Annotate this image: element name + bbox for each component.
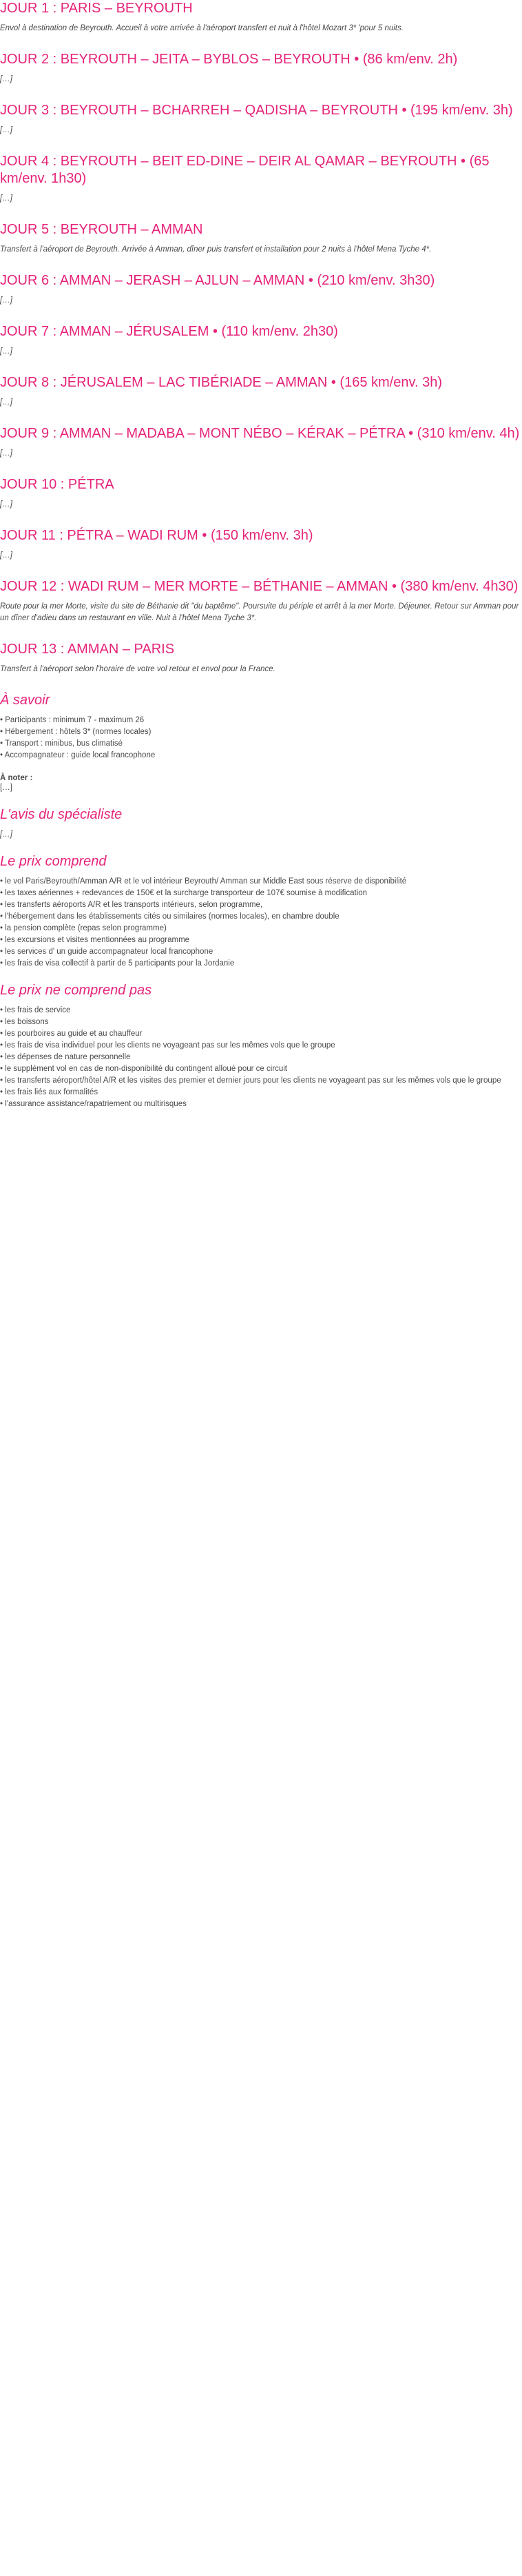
day-4 <box>0 153 522 205</box>
list-item: • les transferts aéroports A/R et les transports intérieurs, selon programme, <box>0 901 263 909</box>
list-item: • Accompagnateur : guide local francophone <box>0 751 156 759</box>
day-title: JOUR 3 : BEYROUTH – BCHARREH – QADISHA – BEYROUTH • (195 km/env. 3h) <box>0 103 513 118</box>
day-title: JOUR 4 : BEYROUTH – BEIT ED-DINE – DEIR AL QAMAR – BEYROUTH • (65 km/env. 1h30) <box>0 154 490 186</box>
day-description: […] <box>0 296 12 305</box>
prix-comprend-list <box>0 876 522 970</box>
list-item: • les boissons <box>0 1018 49 1026</box>
list-item: • le vol Paris/Beyrouth/Amman A/R et le vol intérieur Beyrouth/ Amman sur Middle East sous réserve de disponibilité <box>0 877 407 886</box>
day-description: Envol à destination de Beyrouth. Accueil à votre arrivée à l'aéroport transfert et nuit à l'hôtel Mozart 3* 'pour 5 nuits. <box>0 24 404 32</box>
day-11 <box>0 527 522 562</box>
list-item: • la pension complète (repas selon programme) <box>0 924 167 932</box>
day-10 <box>0 476 522 511</box>
day-title: JOUR 2 : BEYROUTH – JEITA – BYBLOS – BEYROUTH • (86 km/env. 2h) <box>0 52 458 67</box>
day-2 <box>0 51 522 85</box>
note-text: […] <box>0 784 12 792</box>
list-item: • les frais liés aux formalités <box>0 1088 98 1096</box>
savoir-section <box>0 692 522 794</box>
day-7 <box>0 323 522 358</box>
list-item: • l'hébergement dans les établissements cités ou similaires (normes locales), en chambre double <box>0 912 340 921</box>
list-item: • les pourboires au guide et au chauffeur <box>0 1030 143 1038</box>
day-description: Transfert à l'aéroport de Beyrouth. Arrivée à Amman, dîner puis transfert et installation pour 2 nuits à l'hôtel Mena Tyche 4*. <box>0 245 432 254</box>
prix-non-comprend-list <box>0 1005 522 1110</box>
list-item: • les excursions et visites mentionnées au programme <box>0 936 190 944</box>
list-item: • les frais de visa individuel pour les clients ne voyageant pas sur les mêmes vols que le groupe <box>0 1041 335 1050</box>
day-title: JOUR 9 : AMMAN – MADABA – MONT NÉBO – KÉRAK – PÉTRA • (310 km/env. 4h) <box>0 426 520 441</box>
list-item: • les taxes aériennes + redevances de 150€ et la surcharge transporteur de 107€ soumise à modification <box>0 889 368 897</box>
day-title: JOUR 7 : AMMAN – JÉRUSALEM • (110 km/env. 2h30) <box>0 324 338 339</box>
prix-comprend-section <box>0 853 522 970</box>
day-3 <box>0 102 522 136</box>
prix-non-comprend-section <box>0 982 522 1110</box>
section-title: Le prix ne comprend pas <box>0 983 152 998</box>
day-description: […] <box>0 551 12 560</box>
day-12 <box>0 578 522 624</box>
list-item: • les frais de visa collectif à partir de 5 participants pour la Jordanie <box>0 959 235 968</box>
day-9 <box>0 425 522 460</box>
day-6 <box>0 272 522 307</box>
list-item: • les transferts aéroport/hôtel A/R et les visites des premier et dernier jours pour les clients ne voyageant pas sur les mêmes vols que le groupe <box>0 1076 501 1085</box>
day-description: […] <box>0 194 12 203</box>
savoir-list <box>0 715 522 761</box>
day-title: JOUR 12 : WADI RUM – MER MORTE – BÉTHANIE – AMMAN • (380 km/env. 4h30) <box>0 579 519 594</box>
day-title: JOUR 6 : AMMAN – JERASH – AJLUN – AMMAN • (210 km/env. 3h30) <box>0 273 435 288</box>
list-item: • les services d' un guide accompagnateur local francophone <box>0 948 213 956</box>
list-item: • les frais de service <box>0 1006 71 1014</box>
avis-section <box>0 806 522 841</box>
day-title: JOUR 1 : PARIS – BEYROUTH <box>0 1 193 16</box>
list-item: • Participants : minimum 7 - maximum 26 <box>0 716 145 724</box>
day-title: JOUR 8 : JÉRUSALEM – LAC TIBÉRIADE – AMMAN • (165 km/env. 3h) <box>0 375 443 390</box>
day-description: […] <box>0 126 12 134</box>
avis-text: […] <box>0 830 12 839</box>
day-title: JOUR 11 : PÉTRA – WADI RUM • (150 km/env. 3h) <box>0 528 313 543</box>
section-title: L'avis du spécialiste <box>0 807 123 822</box>
day-title: JOUR 10 : PÉTRA <box>0 477 114 492</box>
list-item: • le supplément vol en cas de non-disponibilité du contingent alloué pour ce circuit <box>0 1065 288 1073</box>
day-description: […] <box>0 500 12 509</box>
section-title: À savoir <box>0 693 50 708</box>
day-title: JOUR 13 : AMMAN – PARIS <box>0 642 175 657</box>
day-description: Transfert à l'aéroport selon l'horaire de votre vol retour et envol pour la France. <box>0 665 275 673</box>
list-item: • Hébergement : hôtels 3* (normes locales) <box>0 728 152 736</box>
itinerary-page <box>0 0 522 1110</box>
day-description: […] <box>0 398 12 407</box>
day-description: […] <box>0 75 12 83</box>
day-description: […] <box>0 347 12 356</box>
section-title: Le prix comprend <box>0 854 107 869</box>
day-description: Route pour la mer Morte, visite du site de Béthanie dit "du baptême". Poursuite du périple et arrêt à la mer Morte. Déjeuner. Retour sur Amman pour un dîner d'adieu dans un restaurant en ville. Nuit à l'hôtel Mena Tyche 3*. <box>0 602 519 622</box>
day-1 <box>0 0 522 34</box>
list-item: • les dépenses de nature personnelle <box>0 1053 131 1061</box>
note-label: À noter : <box>0 774 33 782</box>
list-item: • l'assurance assistance/rapatriement ou multirisques <box>0 1100 187 1108</box>
day-13 <box>0 641 522 675</box>
day-description: […] <box>0 449 12 458</box>
day-5 <box>0 221 522 256</box>
day-title: JOUR 5 : BEYROUTH – AMMAN <box>0 222 203 237</box>
list-item: • Transport : minibus, bus climatisé <box>0 739 123 748</box>
day-8 <box>0 374 522 409</box>
